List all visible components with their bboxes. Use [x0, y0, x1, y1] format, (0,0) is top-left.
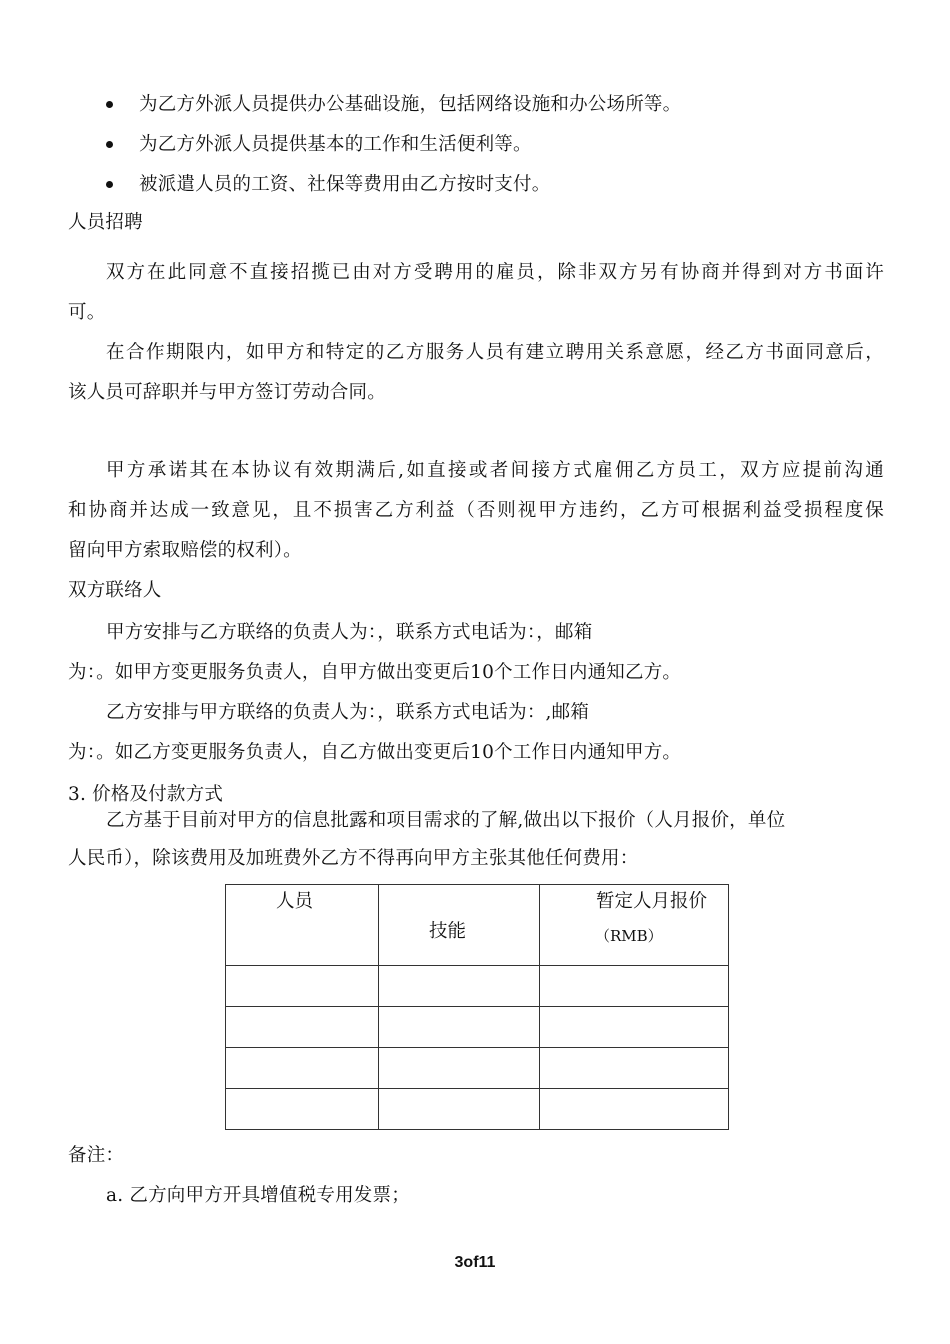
recruit-paragraph-1-cont: 可。: [68, 302, 106, 323]
table-header-cell: [379, 885, 540, 966]
table-cell: [226, 1089, 379, 1130]
contact-party-a-cont: 为：。如甲方变更服务负责人，自甲方做出变更后10个工作日内通知乙方。: [68, 662, 682, 683]
recruit-paragraph-1: 双方在此同意不直接招揽已由对方受聘用的雇员，除非双方另有协商并得到对方书面许: [106, 262, 884, 283]
notes-item-a: a. 乙方向甲方开具增值税专用发票；: [106, 1185, 410, 1206]
recruit-paragraph-2: 在合作期限内，如甲方和特定的乙方服务人员有建立聘用关系意愿，经乙方书面同意后，: [106, 342, 884, 363]
recruit-paragraph-3-cont: 和协商并达成一致意见，且不损害乙方利益（否则视甲方违约，乙方可根据利益受损程度保: [68, 500, 884, 521]
bullet-dot: [106, 141, 113, 148]
table-cell: [226, 1048, 379, 1089]
header-price-unit: （RMB）: [595, 927, 663, 945]
section-heading-pricing: 3. 价格及付款方式: [68, 784, 224, 805]
table-cell: [379, 1048, 540, 1089]
table-header-cell: [540, 885, 729, 966]
contact-party-b-cont: 为：。如乙方变更服务负责人，自乙方做出变更后10个工作日内通知甲方。: [68, 742, 682, 763]
table-row: [226, 1048, 729, 1089]
recruit-paragraph-3-end: 留向甲方索取赔偿的权利）。: [68, 540, 302, 561]
bullet-item-1: 为乙方外派人员提供办公基础设施，包括网络设施和办公场所等。: [139, 94, 682, 115]
table-cell: [226, 1007, 379, 1048]
bullet-dot: [106, 101, 113, 108]
table-cell: [379, 1007, 540, 1048]
bullet-dot: [106, 181, 113, 188]
table-row: [226, 1089, 729, 1130]
table-cell: [540, 1007, 729, 1048]
table-row: [226, 1007, 729, 1048]
contact-party-a: 甲方安排与乙方联络的负责人为：，联系方式电话为：，邮箱: [106, 622, 593, 643]
table-cell: [540, 966, 729, 1007]
pricing-paragraph: 乙方基于目前对甲方的信息批露和项目需求的了解,做出以下报价（人月报价，单位: [106, 810, 786, 831]
table-row: [226, 966, 729, 1007]
table-cell: [540, 1048, 729, 1089]
bullet-item-2: 为乙方外派人员提供基本的工作和生活便利等。: [139, 134, 532, 155]
recruit-paragraph-3: 甲方承诺其在本协议有效期满后,如直接或者间接方式雇佣乙方员工，双方应提前沟通: [106, 460, 884, 481]
table-cell: [226, 966, 379, 1007]
price-table: [225, 884, 729, 1130]
notes-label: 备注：: [68, 1145, 125, 1166]
table-cell: [379, 1089, 540, 1130]
contact-party-b: 乙方安排与甲方联络的负责人为：，联系方式电话为：,邮箱: [106, 702, 590, 723]
recruit-paragraph-2-cont: 该人员可辞职并与甲方签订劳动合同。: [68, 382, 386, 403]
table-header-cell: [226, 885, 379, 966]
bullet-item-3: 被派遣人员的工资、社保等费用由乙方按时支付。: [139, 174, 551, 195]
header-skill: 技能: [429, 921, 467, 942]
section-heading-contacts: 双方联络人: [68, 580, 162, 601]
pricing-paragraph-cont: 人民币），除该费用及加班费外乙方不得再向甲方主张其他任何费用：: [68, 848, 639, 869]
section-heading-recruit: 人员招聘: [68, 212, 143, 233]
page-number: 3of11: [454, 1254, 496, 1271]
table-cell: [379, 966, 540, 1007]
table-header-row: [226, 885, 729, 966]
table-cell: [540, 1089, 729, 1130]
header-person: 人员: [276, 891, 314, 912]
header-price: 暂定人月报价: [596, 891, 708, 912]
